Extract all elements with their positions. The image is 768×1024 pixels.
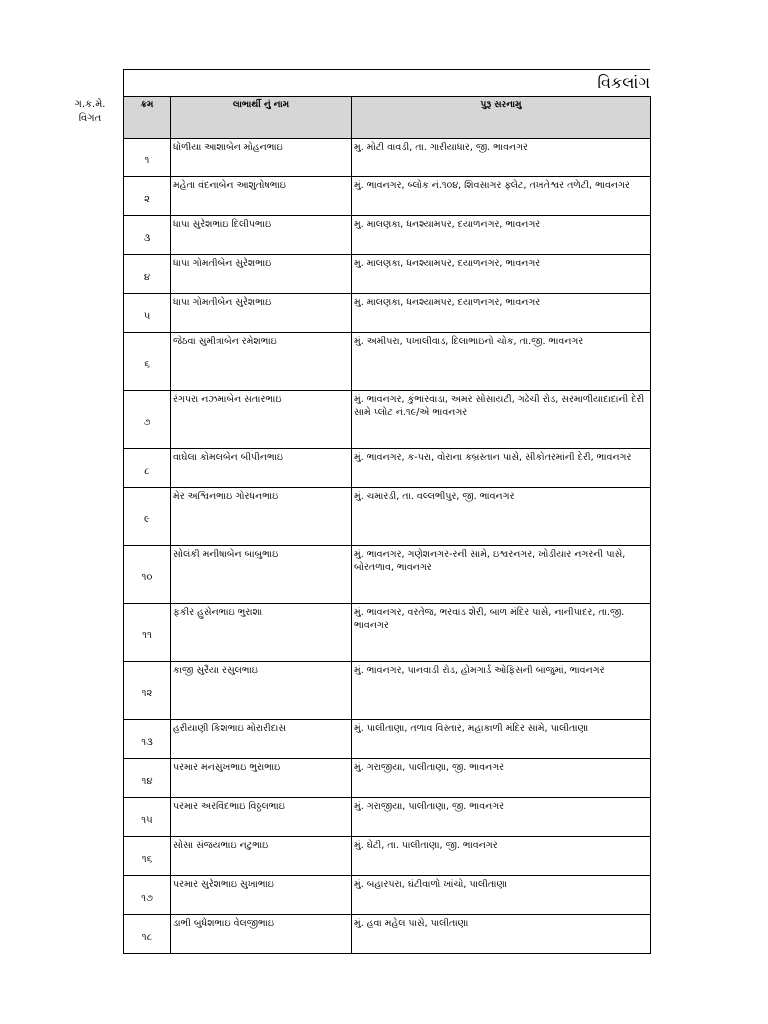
name-cell: પરમાર મનસુખભાઇ ભુરાભાઇ	[171, 759, 352, 798]
table-row	[124, 837, 651, 876]
address-cell: મું. ગરાજીયા, પાલીતાણા, જી. ભાવનગર	[352, 798, 651, 837]
address-cell: મું. ભાવનગર, ક-પરા, વોરાના કબ્રસ્તાન પાસે, સીકોતરમાંની દેરી, ભાવનગર	[352, 449, 651, 488]
name-cell: મહેતા વંદનાબેન આશુતોષભાઇ	[171, 177, 352, 216]
table-row	[124, 876, 651, 915]
serial-cell: ૭	[124, 391, 171, 449]
beneficiary-table	[123, 96, 651, 954]
table-row	[124, 333, 651, 391]
serial-cell: ૧૭	[124, 876, 171, 915]
serial-cell: ૩	[124, 216, 171, 255]
address-cell: મું. ભાવનગર, કુંભારવાડા, અમર સોસાયટી, ગઢેચી રોડ, સરમાળીયાદાદાની દેરી સામે પ્લોટ નં.૧૯/એ ભાવનગર	[352, 391, 651, 449]
name-cell: જેઠવા સુમીત્રાબેન રમેશભાઇ	[171, 333, 352, 391]
side-label-line1: ગ.ક.મે.	[74, 99, 106, 110]
name-cell: ધોળીયા આશાબેન મોહનભાઇ	[171, 139, 352, 177]
address-cell: મું. હવા મહેલ પાસે, પાલીતાણા	[352, 915, 651, 954]
address-cell: મુ. માલણકા, ધનશ્યામપર, દયાળનગર, ભાવનગર	[352, 255, 651, 294]
table-row	[124, 449, 651, 488]
address-cell: મુ. માલણકા, ધનશ્યામપર, દયાળનગર, ભાવનગર	[352, 294, 651, 333]
serial-cell: ૧૧	[124, 604, 171, 662]
address-cell: મું. ભાવનગર, વરતેજ, ભરવાડ શેરી, બાળ મંદિર પાસે, નાનીપાદર, તા.જી. ભાવનગર	[352, 604, 651, 662]
header-name: લાભાર્થી નું નામ	[171, 97, 352, 139]
name-cell: ધાપા ગોમતીબેન સુરેશભાઇ	[171, 294, 352, 333]
serial-cell: ૬	[124, 333, 171, 391]
table-body	[124, 139, 651, 954]
serial-cell: ૧૦	[124, 546, 171, 604]
address-cell: મું. ભાવનગર, બ્લોક નં.૧૦૪, શિવસાગર ફ્લેટ, તખતેશ્વર તળેટી, ભાવનગર	[352, 177, 651, 216]
name-cell: સોલંકી મનીષાબેન બાબુભાઇ	[171, 546, 352, 604]
serial-cell: ૧૨	[124, 662, 171, 720]
address-cell: મું. ચમારડી, તા. વલ્લભીપુર, જી. ભાવનગર	[352, 488, 651, 546]
table-row	[124, 177, 651, 216]
serial-cell: ૨	[124, 177, 171, 216]
name-cell: ડાભી બુધેશભાઇ વેલજીભાઇ	[171, 915, 352, 954]
name-cell: સોસા સંજયભાઇ નટુભાઇ	[171, 837, 352, 876]
header-serial: ક્રમ	[124, 97, 171, 139]
address-cell: મું. ભાવનગર, પાનવાડી રોડ, હોમગાર્ડ ઓફિસની બાજુમાં, ભાવનગર	[352, 662, 651, 720]
serial-cell: ૧	[124, 139, 171, 177]
table-row	[124, 216, 651, 255]
address-cell: મું. અમીપરા, પખાલીવાડ, દિલાભાઇનો ચોક, તા.જી. ભાવનગર	[352, 333, 651, 391]
name-cell: વાઘેલા કોમલબેન બીપીનભાઇ	[171, 449, 352, 488]
name-cell: કાજી સુરૈયા રસુલભાઇ	[171, 662, 352, 720]
serial-cell: ૮	[124, 449, 171, 488]
name-cell: રંગપરા નઝમાબેન સતારભાઇ	[171, 391, 352, 449]
table-row	[124, 720, 651, 759]
name-cell: પરમાર સુરેશભાઇ સુખાભાઇ	[171, 876, 352, 915]
side-label-line2: વિગત	[78, 113, 102, 124]
address-cell: મું. બહારપરા, ઘંટીવાળો ખાંચો, પાલીતાણા	[352, 876, 651, 915]
serial-cell: ૧૬	[124, 837, 171, 876]
name-cell: મેર અશ્વિનભાઇ ગોરધનભાઇ	[171, 488, 352, 546]
serial-cell: ૯	[124, 488, 171, 546]
address-cell: મુ. મોટી વાવડી, તા. ગારીયાધાર, જી. ભાવનગર	[352, 139, 651, 177]
serial-cell: ૪	[124, 255, 171, 294]
table-row	[124, 546, 651, 604]
table-row	[124, 294, 651, 333]
table-row	[124, 488, 651, 546]
serial-cell: ૧૫	[124, 798, 171, 837]
address-cell: મુ. માલણકા, ધનશ્યામપર, દયાળનગર, ભાવનગર	[352, 216, 651, 255]
table-header-row	[124, 97, 651, 139]
table-row	[124, 139, 651, 177]
address-cell: મું. ભાવનગર, ગણેશનગર-રની સામે, ઇશ્વરનગર, ખોડીયાર નગરની પાસે, બોરતળાવ, ભાવનગર	[352, 546, 651, 604]
address-cell: મું. ઘેટી, તા. પાલીતાણા, જી. ભાવનગર	[352, 837, 651, 876]
name-cell: પરમાર અરવિંદભાઇ વિઠ્ઠલભાઇ	[171, 798, 352, 837]
header-address: પુરૂ સરનામુ	[352, 97, 651, 139]
address-cell: મું. પાલીતાણા, તળાવ વિસ્તાર, મહાકાળી મંદિર સામે, પાલીતાણા	[352, 720, 651, 759]
table-row	[124, 255, 651, 294]
table-row	[124, 662, 651, 720]
serial-cell: ૧૮	[124, 915, 171, 954]
table-row	[124, 604, 651, 662]
table-row	[124, 391, 651, 449]
table-row	[124, 798, 651, 837]
serial-cell: ૫	[124, 294, 171, 333]
table-row	[124, 759, 651, 798]
address-cell: મું. ગરાજીયા, પાલીતાણા, જી. ભાવનગર	[352, 759, 651, 798]
document-title: વિકલાંગ	[597, 73, 650, 92]
serial-cell: ૧૩	[124, 720, 171, 759]
title-cell	[123, 69, 650, 96]
name-cell: ધાપા સુરેશભાઇ દિલીપભાઇ	[171, 216, 352, 255]
table-row	[124, 915, 651, 954]
name-cell: ધાપા ગોમતીબેન સુરેશભાઇ	[171, 255, 352, 294]
serial-cell: ૧૪	[124, 759, 171, 798]
name-cell: ફકીર હુસેનભાઇ ભુરાશા	[171, 604, 352, 662]
name-cell: હરીયાણી કિશભાઇ મોરારીદાસ	[171, 720, 352, 759]
